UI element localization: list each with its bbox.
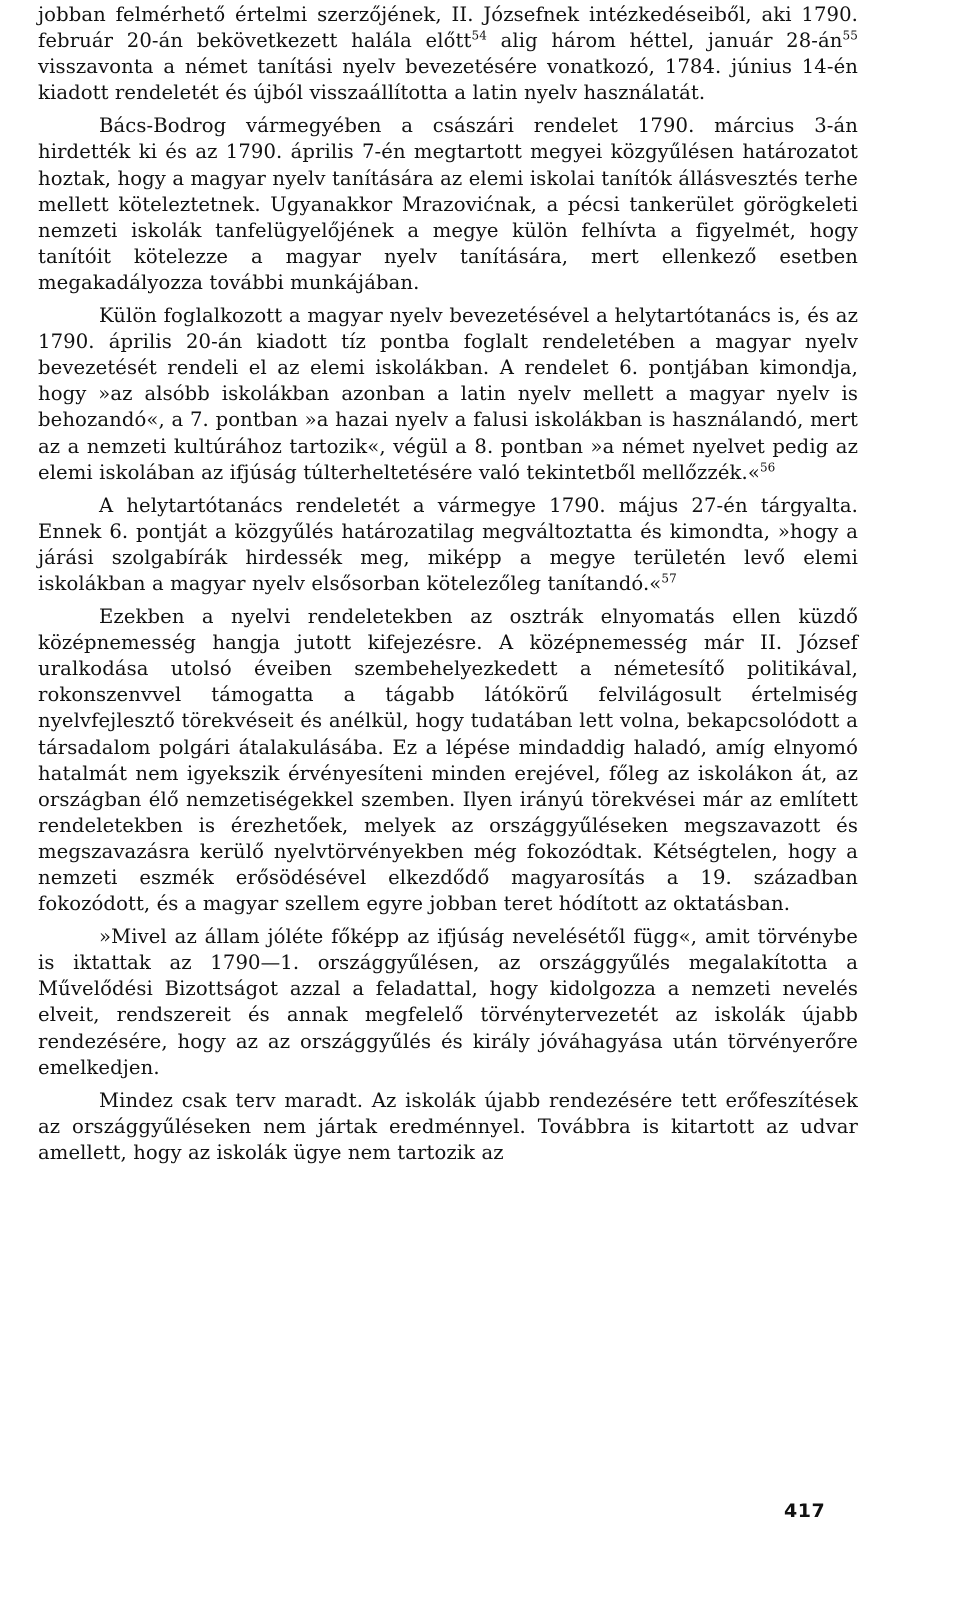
- paragraph-7: [38, 1088, 858, 1166]
- paragraph-3-text: Külön foglalkozott a magyar nyelv bevezetésével a helytartótanács is, és az 1790. április 20-án kiadott tíz pontba foglalt rendeletében a magyar nyelv bevezetését rendeli el az elemi iskolákban. A rendelet 6. pontjában kimondja, hogy »az alsóbb iskolákban azonban a latin nyelv mellett a magyar nyelv is behozandó«, a 7. pontban »a hazai nyelv a falusi iskolákban is használandó, mert az a nemzeti kultúrához tartozik«, végül a 8. pontban »a német nyelvet pedig az elemi iskolában az ifjúság túlterheltetésére való tekintetből mellőzzék.«: [38, 304, 858, 484]
- paragraph-2-text: Bács-Bodrog vármegyében a császári rendelet 1790. március 3-án hirdették ki és az 1790. április 7-én megtartott megyei közgyűlésen határozatot hoztak, hogy a magyar nyelv tanítására az elemi iskolai tanítók állásvesztés terhe mellett köteleztetnek. Ugyanakkor Mrazovićnak, a pécsi tankerület görögkeleti nemzeti iskolák tanfelügyelőjének a megye külön felhívta a figyelmét, hogy tanítóit kötelezze a magyar nyelv tanítására, mert ellenkező esetben megakadályozza további munkájában.: [38, 114, 858, 294]
- footnote-ref-55: 55: [842, 28, 859, 43]
- paragraph-7-text: Mindez csak terv maradt. Az iskolák újabb rendezésére tett erőfeszítések az országgyűléseken nem jártak eredménnyel. Továbbra is kitartott az udvar amellett, hogy az iskolák ügye nem tartozik az: [38, 1088, 858, 1164]
- paragraph-5: [38, 604, 858, 917]
- footnote-ref-54: 54: [471, 28, 487, 43]
- footnote-ref-57: 57: [661, 571, 677, 586]
- page-number: 417: [784, 1500, 826, 1522]
- paragraph-1-text-c: visszavonta a német tanítási nyelv bevezetésére vonatkozó, 1784. június 14-én kiadott rendeletét és újból visszaállította a latin nyelv használatát.: [38, 55, 858, 105]
- paragraph-2: [38, 113, 858, 296]
- paragraph-1-text-b: alig három héttel, január 28-án: [486, 29, 843, 53]
- footnote-ref-56: 56: [759, 460, 776, 475]
- paragraph-6-text: »Mivel az állam jóléte főképp az ifjúság nevelésétől függ«, amit törvénybe is iktattak az 1790—1. országgyűlésen, az országgyűlés megalakította a Művelődési Bizottságot azzal a feladattal, hogy kidolgozza a nemzeti nevelés elveit, rendszereit és annak megfelelő törvénytervezetét az iskolák újabb rendezésére, hogy az az országgyűlés és király jóváhagyása után törvényerőre emelkedjen.: [38, 925, 858, 1079]
- paragraph-4-text: A helytartótanács rendeletét a vármegye 1790. május 27-én tárgyalta. Ennek 6. pontját a közgyűlés határozatilag megváltoztatta és kimondta, »hogy a járási szolgabírák hirdessék meg, miképp a megye területén levő elemi iskolákban a magyar nyelv elsősorban kötelezőleg tanítandó.«: [38, 493, 858, 595]
- paragraph-6: [38, 924, 858, 1081]
- paragraph-1-text-a: jobban felmérhető értelmi szerzőjének, II. Józsefnek intézkedéseiből, aki 1790. február 20-án bekövetkezett halála előtt: [38, 3, 858, 53]
- paragraph-3: [38, 303, 858, 486]
- paragraph-4: [38, 493, 858, 597]
- paragraph-5-text: Ezekben a nyelvi rendeletekben az osztrák elnyomatás ellen küzdő középnemesség hangja jutott kifejezésre. A középnemesség már II. József uralkodása utolsó éveiben szembehelyezkedett a németesítő politikával, rokonszenvvel támogatta a tágabb látókörű felvilágosult értelmiség nyelvfejlesztő törekvéseit és anélkül, hogy tudatában lett volna, bekapcsolódott a társadalom polgári átalakulásába. Ez a lépése mindaddig haladó, amíg elnyomó hatalmát nem igyekszik érvényesíteni minden erejével, főleg az iskolákon át, az országban élő nemzetiségekkel szemben. Ilyen irányú törekvései már az említett rendeletekben is érezhetőek, melyek az országgyűléseken megszavazott és megszavazásra kerülő nyelvtörvényekben még fokozódtak. Kétségtelen, hogy a nemzeti eszmék erősödésével elkezdődő magyarosítás a 19. században fokozódott, és a magyar szellem egyre jobban teret hódított az oktatásban.: [38, 605, 858, 916]
- body-text: [38, 2, 858, 1173]
- paragraph-1: [38, 2, 858, 106]
